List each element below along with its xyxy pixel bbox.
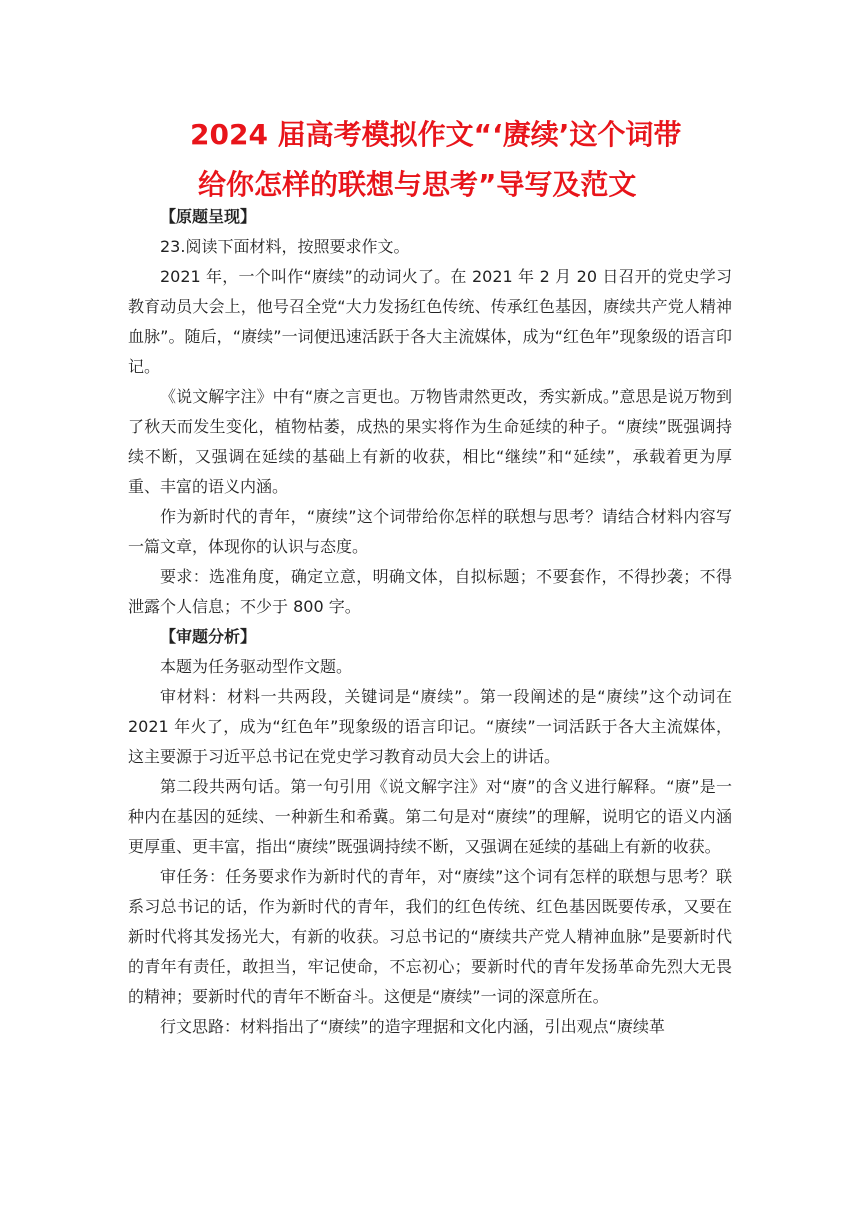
paragraph-material-2: 《说文解字注》中有“赓之言更也。万物皆肃然更改，秀实新成。”意思是说万物到了秋天而发生变化，植物枯萎，成热的果实将作为生命延续的种子。“赓续”既强调持续不断，又强调在延续的基础上有新的收获，相比“继续”和“延续”，承载着更为厚重、丰富的语义内涵。 — [128, 387, 732, 496]
paragraph-type: 本题为任务驱动型作文题。 — [160, 657, 353, 676]
title-line-2: 给你怎样的联想与思考”导写及范文 — [198, 168, 637, 201]
document-title — [150, 110, 770, 210]
title-line-1: 2024 届高考模拟作文“‘赓续’这个词带 — [190, 118, 682, 151]
section-heading-analysis: 【审题分析】 — [160, 627, 257, 646]
paragraph-analysis-material: 审材料：材料一共两段，关键词是“赓续”。第一段阐述的是“赓续”这个动词在 2021 年火了，成为“红色年”现象级的语言印记。“赓续”一词活跃于各大主流媒体，这主要源于习近平总书记在党史学习教育动员大会上的讲话。 — [128, 687, 732, 766]
document-body — [128, 202, 732, 1042]
paragraph-instruction: 23.阅读下面材料，按照要求作文。 — [160, 237, 410, 256]
paragraph-analysis-second: 第二段共两句话。第一句引用《说文解字注》对“赓”的含义进行解释。“赓”是一种内在基因的延续、一种新生和希冀。第二句是对“赓续”的理解，说明它的语义内涵更厚重、更丰富，指出“赓续”既强调持续不断，又强调在延续的基础上有新的收获。 — [128, 777, 732, 856]
paragraph-material-1: 2021 年，一个叫作“赓续”的动词火了。在 2021 年 2 月 20 日召开的党史学习教育动员大会上，他号召全党“大力发扬红色传统、传承红色基因，赓续共产党人精神血脉”。随后，“赓续”一词便迅速活跃于各大主流媒体，成为“红色年”现象级的语言印记。 — [128, 267, 732, 376]
paragraph-task: 作为新时代的青年，“赓续”这个词带给你怎样的联想与思考？请结合材料内容写一篇文章，体现你的认识与态度。 — [128, 507, 732, 556]
paragraph-analysis-task: 审任务：任务要求作为新时代的青年，对“赓续”这个词有怎样的联想与思考？联系习总书记的话，作为新时代的青年，我们的红色传统、红色基因既要传承，又要在新时代将其发扬光大，有新的收获。习总书记的“赓续共产党人精神血脉”是要新时代的青年有责任，敢担当，牢记使命，不忘初心；要新时代的青年发扬革命先烈大无畏的精神；要新时代的青年不断奋斗。这便是“赓续”一词的深意所在。 — [128, 867, 732, 1006]
paragraph-requirements: 要求：选准角度，确定立意，明确文体，自拟标题；不要套作，不得抄袭；不得泄露个人信息；不少于 800 字。 — [128, 567, 732, 616]
paragraph-writing-approach: 行文思路：材料指出了“赓续”的造字理据和文化内涵，引出观点“赓续革 — [160, 1017, 665, 1036]
section-heading-original-question: 【原题呈现】 — [160, 207, 257, 226]
